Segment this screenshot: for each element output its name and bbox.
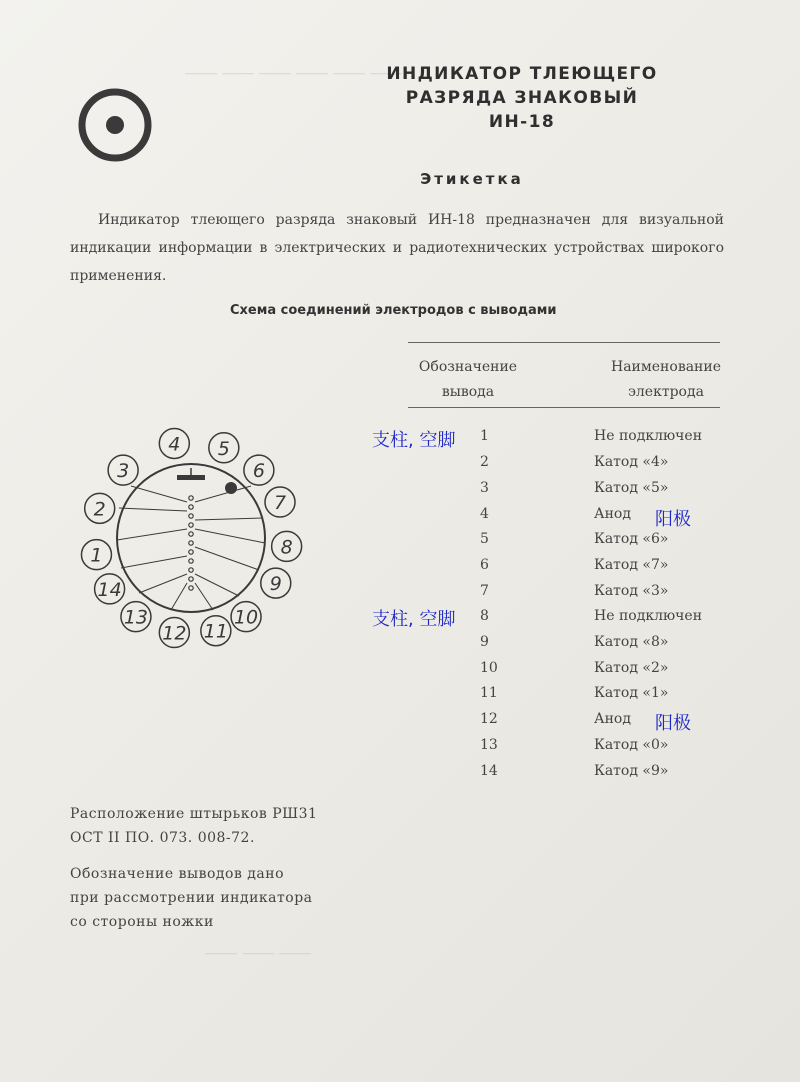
table-top-rule xyxy=(408,342,720,343)
pin-number: 3 xyxy=(480,480,489,496)
internal-wire xyxy=(171,583,187,610)
pin-label: 5 xyxy=(217,437,230,460)
internal-wire xyxy=(119,508,187,511)
pin-number: 2 xyxy=(480,454,489,470)
pin-number: 14 xyxy=(480,763,498,779)
label-heading: Этикетка xyxy=(420,170,524,188)
cathode-contact xyxy=(189,532,193,536)
bleed-through-text: ⸻ ⸻ ⸻ ⸻ ⸻ ⸻ xyxy=(185,66,403,81)
footer-line-1: Расположение штырьков РШ31 xyxy=(70,806,318,822)
scheme-title: Схема соединений электродов с выводами xyxy=(230,303,557,318)
col-header-pin-line1: Обозначение xyxy=(418,359,518,375)
pin-number: 5 xyxy=(480,531,489,547)
pin-label: 11 xyxy=(203,620,228,643)
internal-wire xyxy=(121,556,187,568)
cathode-contact xyxy=(189,541,193,545)
pin-label: 8 xyxy=(280,536,293,559)
footer-line-5: со стороны ножки xyxy=(70,914,214,930)
pin-number: 10 xyxy=(480,660,498,676)
footer-line-2: ОСТ II ПО. 073. 008-72. xyxy=(70,830,255,846)
electrode-name: Не подключен xyxy=(594,608,703,624)
cathode-contact xyxy=(189,523,193,527)
pin-number: 7 xyxy=(480,583,489,599)
internal-wire xyxy=(131,486,187,502)
footer-line-4: при рассмотрении индикатора xyxy=(70,890,313,906)
col-header-electrode xyxy=(598,355,734,405)
electrode-name: Анод xyxy=(594,711,631,727)
electrode-name: Катод «0» xyxy=(594,737,669,753)
electrode-name: Не подключен xyxy=(594,428,703,444)
table-header-rule xyxy=(408,407,720,408)
electrode-name: Анод xyxy=(594,506,631,522)
pin-label: 9 xyxy=(269,573,282,596)
pin-label: 13 xyxy=(123,606,149,629)
intro-paragraph: Индикатор тлеющего разряда знаковый ИН-18 предназначен для визуальной индикации информации в электрических и радиотехнических устройствах широкого применения. xyxy=(70,212,724,284)
table-row xyxy=(440,531,740,557)
table-row xyxy=(440,557,740,583)
table-row xyxy=(440,480,740,506)
pin-number: 13 xyxy=(480,737,498,753)
title-line-2: РАЗРЯДА ЗНАКОВЫЙ xyxy=(405,88,639,108)
cathode-contact xyxy=(189,559,193,563)
pin-label: 12 xyxy=(162,622,187,645)
annotation-pin8: 支柱, 空脚 xyxy=(372,609,456,630)
electrode-name: Катод «8» xyxy=(594,634,669,650)
pin-number: 11 xyxy=(480,685,498,701)
electrode-name: Катод «7» xyxy=(594,557,669,573)
electrode-name: Катод «6» xyxy=(594,531,669,547)
pin-number: 6 xyxy=(480,557,489,573)
socket-body xyxy=(117,464,265,612)
pin-number: 4 xyxy=(480,506,489,522)
pin-label: 10 xyxy=(233,606,259,629)
col-header-electrode-line1: Наименование xyxy=(611,359,721,375)
pinout-diagram xyxy=(76,420,306,660)
annotation-pin1: 支柱, 空脚 xyxy=(372,430,456,451)
annotation-pin4: 阳极 xyxy=(655,509,691,530)
table-row xyxy=(440,711,740,737)
annotation-pin12: 阳极 xyxy=(655,713,691,734)
table-row xyxy=(440,634,740,660)
cathode-contact xyxy=(189,505,193,509)
cathode-contact xyxy=(189,577,193,581)
table-row xyxy=(440,763,740,789)
pin-label: 4 xyxy=(168,433,181,456)
table-row xyxy=(440,454,740,480)
pin-number: 1 xyxy=(480,428,489,444)
pin-number: 9 xyxy=(480,634,489,650)
internal-wire xyxy=(195,486,251,502)
electrode-name: Катод «1» xyxy=(594,685,669,701)
bleed-through-text: ⸻ ⸻ ⸻ xyxy=(205,946,312,961)
pin-label: 3 xyxy=(117,460,130,483)
pin-label: 1 xyxy=(90,544,103,567)
table-row xyxy=(440,685,740,711)
electrode-name: Катод «5» xyxy=(594,480,669,496)
internal-wire xyxy=(139,574,187,593)
col-header-pin xyxy=(400,355,536,405)
title-line-3: ИН-18 xyxy=(488,112,556,132)
electrode-name: Катод «2» xyxy=(594,660,669,676)
electrode-name: Катод «4» xyxy=(594,454,669,470)
title-line-1: ИНДИКАТОР ТЛЕЮЩЕГО xyxy=(386,64,658,84)
pin-labels xyxy=(81,428,301,647)
internal-wire xyxy=(117,529,187,540)
table-row xyxy=(440,737,740,763)
pin-number: 12 xyxy=(480,711,498,727)
pin-label: 14 xyxy=(97,578,122,601)
electrode-name: Катод «3» xyxy=(594,583,669,599)
table-row xyxy=(440,506,740,532)
table-row xyxy=(440,660,740,686)
footer-line-3: Обозначение выводов дано xyxy=(70,866,285,882)
internal-wire xyxy=(195,547,259,570)
cathode-contact xyxy=(189,568,193,572)
pin-label: 7 xyxy=(273,492,287,515)
factory-logo-icon xyxy=(70,85,160,175)
col-header-electrode-line2: электрода xyxy=(628,384,704,400)
internal-wire xyxy=(195,583,213,610)
pin-label: 6 xyxy=(252,460,265,483)
document-title xyxy=(372,62,672,134)
table-row xyxy=(440,428,740,454)
cathode-contact xyxy=(189,496,193,500)
cathode-contact xyxy=(189,550,193,554)
internal-wire xyxy=(195,518,263,520)
pin-number: 8 xyxy=(480,608,489,624)
pin-label: 2 xyxy=(93,498,106,521)
table-row xyxy=(440,608,740,634)
table-row xyxy=(440,583,740,609)
cathode-contact xyxy=(189,586,193,590)
col-header-pin-line2: вывода xyxy=(441,384,495,400)
cathode-contact xyxy=(189,514,193,518)
electrode-name: Катод «9» xyxy=(594,763,669,779)
internal-wire xyxy=(195,529,265,543)
